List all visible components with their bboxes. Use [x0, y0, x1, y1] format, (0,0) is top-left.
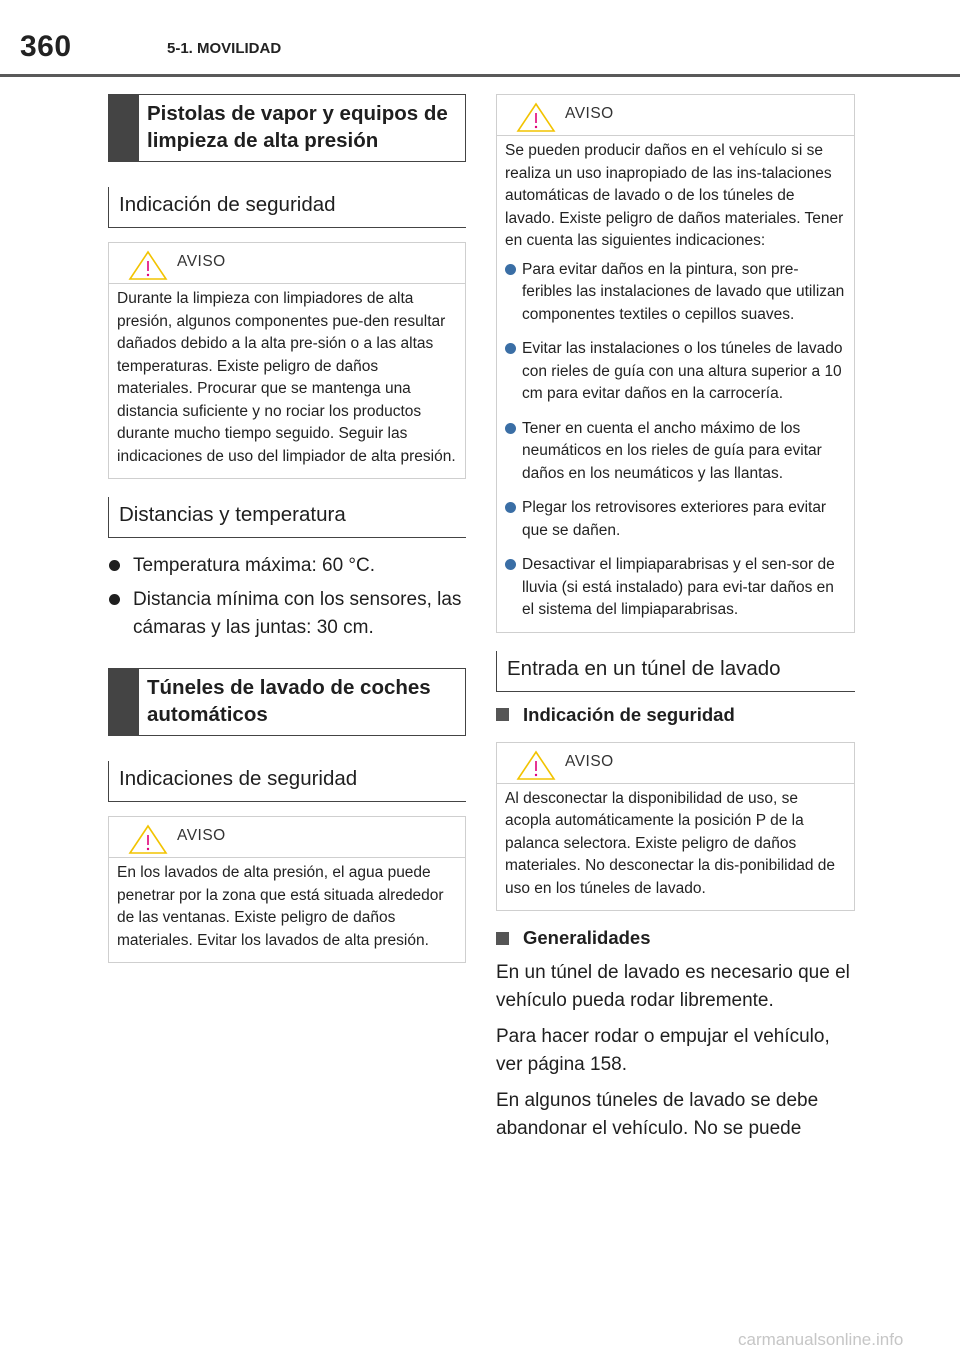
warning-label: AVISO [565, 752, 614, 770]
warning-text: En los lavados de alta presión, el agua puede penetrar por la zona que está situada alrededor de las ventanas. Existe peligro de daños materiales. Evitar los lavados de alta presión. [117, 864, 444, 949]
square-bullet-icon [496, 932, 509, 945]
list-item: Distancia mínima con los sensores, las cámaras y las juntas: 30 cm. [108, 586, 466, 642]
warning-text: Al desconectar la disponibilidad de uso, se acopla automáticamente la posición P de la palanca selectora. Existe peligro de daños materiales. No desconectar la dis-ponibilidad de uso en los túneles de lavado. [505, 789, 835, 897]
bullet-icon [505, 559, 516, 570]
warning-list-item: Tener en cuenta el ancho máximo de los neumáticos en los rieles de guía para evitar daños en los neumáticos y las llantas. [505, 418, 846, 486]
warning-box [108, 816, 466, 963]
bullet-icon [505, 423, 516, 434]
square-bullet-icon [496, 708, 509, 721]
subheading-safety: Indicación de seguridad [108, 187, 466, 228]
warning-triangle-icon [128, 824, 168, 855]
list-item: Temperatura máxima: 60 °C. [108, 552, 466, 580]
page-number: 360 [20, 30, 72, 63]
watermark: carmanualsonline.info [738, 1330, 904, 1349]
paragraph: En un túnel de lavado es necesario que el vehículo pueda rodar libremente. [496, 962, 850, 1011]
section-heading: Indicación de seguridad [496, 704, 855, 726]
warning-box [496, 94, 855, 633]
section-heading: Generalidades [496, 927, 855, 949]
warning-label: AVISO [177, 253, 226, 270]
bullet-icon [109, 594, 120, 605]
warning-box [496, 742, 855, 912]
warning-list-item: Evitar las instalaciones o los túneles de lavado con rieles de guía con una altura superior a 10 cm para evitar daños en la carrocería. [505, 338, 846, 406]
page-header [0, 0, 960, 78]
warning-list-item: Para evitar daños en la pintura, son pre-feribles las instalaciones de lavado que utilizan componentes textiles o cepillos suaves. [505, 259, 846, 327]
subheading-distances: Distancias y temperatura [108, 497, 466, 538]
topic-box-car-wash [108, 668, 466, 736]
header-divider [0, 74, 960, 77]
bullet-icon [505, 264, 516, 275]
topic-title: Pistolas de vapor y equipos de limpieza de alta presión [147, 102, 448, 152]
bullet-icon [505, 502, 516, 513]
paragraph: En algunos túneles de lavado se debe abandonar el vehículo. No se puede [496, 1090, 819, 1139]
topic-box-steam-cleaners [108, 94, 466, 162]
warning-list-item: Plegar los retrovisores exteriores para evitar que se dañen. [505, 497, 846, 542]
warning-list [505, 259, 846, 622]
subheading-safety-notes: Indicaciones de seguridad [108, 761, 466, 802]
topic-title: Túneles de lavado de coches automáticos [147, 676, 431, 726]
right-column [496, 94, 855, 1151]
paragraph: Para hacer rodar o empujar el vehículo, ver página 158. [496, 1026, 830, 1075]
warning-box [108, 242, 466, 479]
warning-text: Durante la limpieza con limpiadores de alta presión, algunos componentes pue-den resultar dañados debido a la alta pre-sión o a las altas temperaturas. Existe peligro de daños materiales. Procurar que se mantenga una distancia suficiente y no rociar los productos durante mucho tiempo seguido. Seguir las indicaciones de uso del limpiador de alta presión. [117, 290, 456, 465]
warning-triangle-icon [128, 250, 168, 281]
bullet-icon [505, 343, 516, 354]
warning-triangle-icon [516, 750, 556, 781]
left-column [108, 94, 466, 963]
bullet-list [108, 552, 466, 642]
warning-intro: Se pueden producir daños en el vehículo si se realiza un uso inapropiado de las ins-talaciones automáticas de lavado o de los túneles de lavado. Existe peligro de daños materiales. Tener en cuenta las siguientes indicaciones: [505, 142, 844, 249]
bullet-icon [109, 560, 120, 571]
section-title: 5-1. MOVILIDAD [167, 40, 282, 57]
subheading-entering-wash: Entrada en un túnel de lavado [496, 651, 855, 692]
warning-label: AVISO [565, 105, 614, 122]
warning-triangle-icon [516, 102, 556, 133]
warning-list-item: Desactivar el limpiaparabrisas y el sen-sor de lluvia (si está instalado) para evi-tar daños en el sistema del limpiaparabrisas. [505, 554, 846, 622]
warning-label: AVISO [177, 827, 226, 844]
